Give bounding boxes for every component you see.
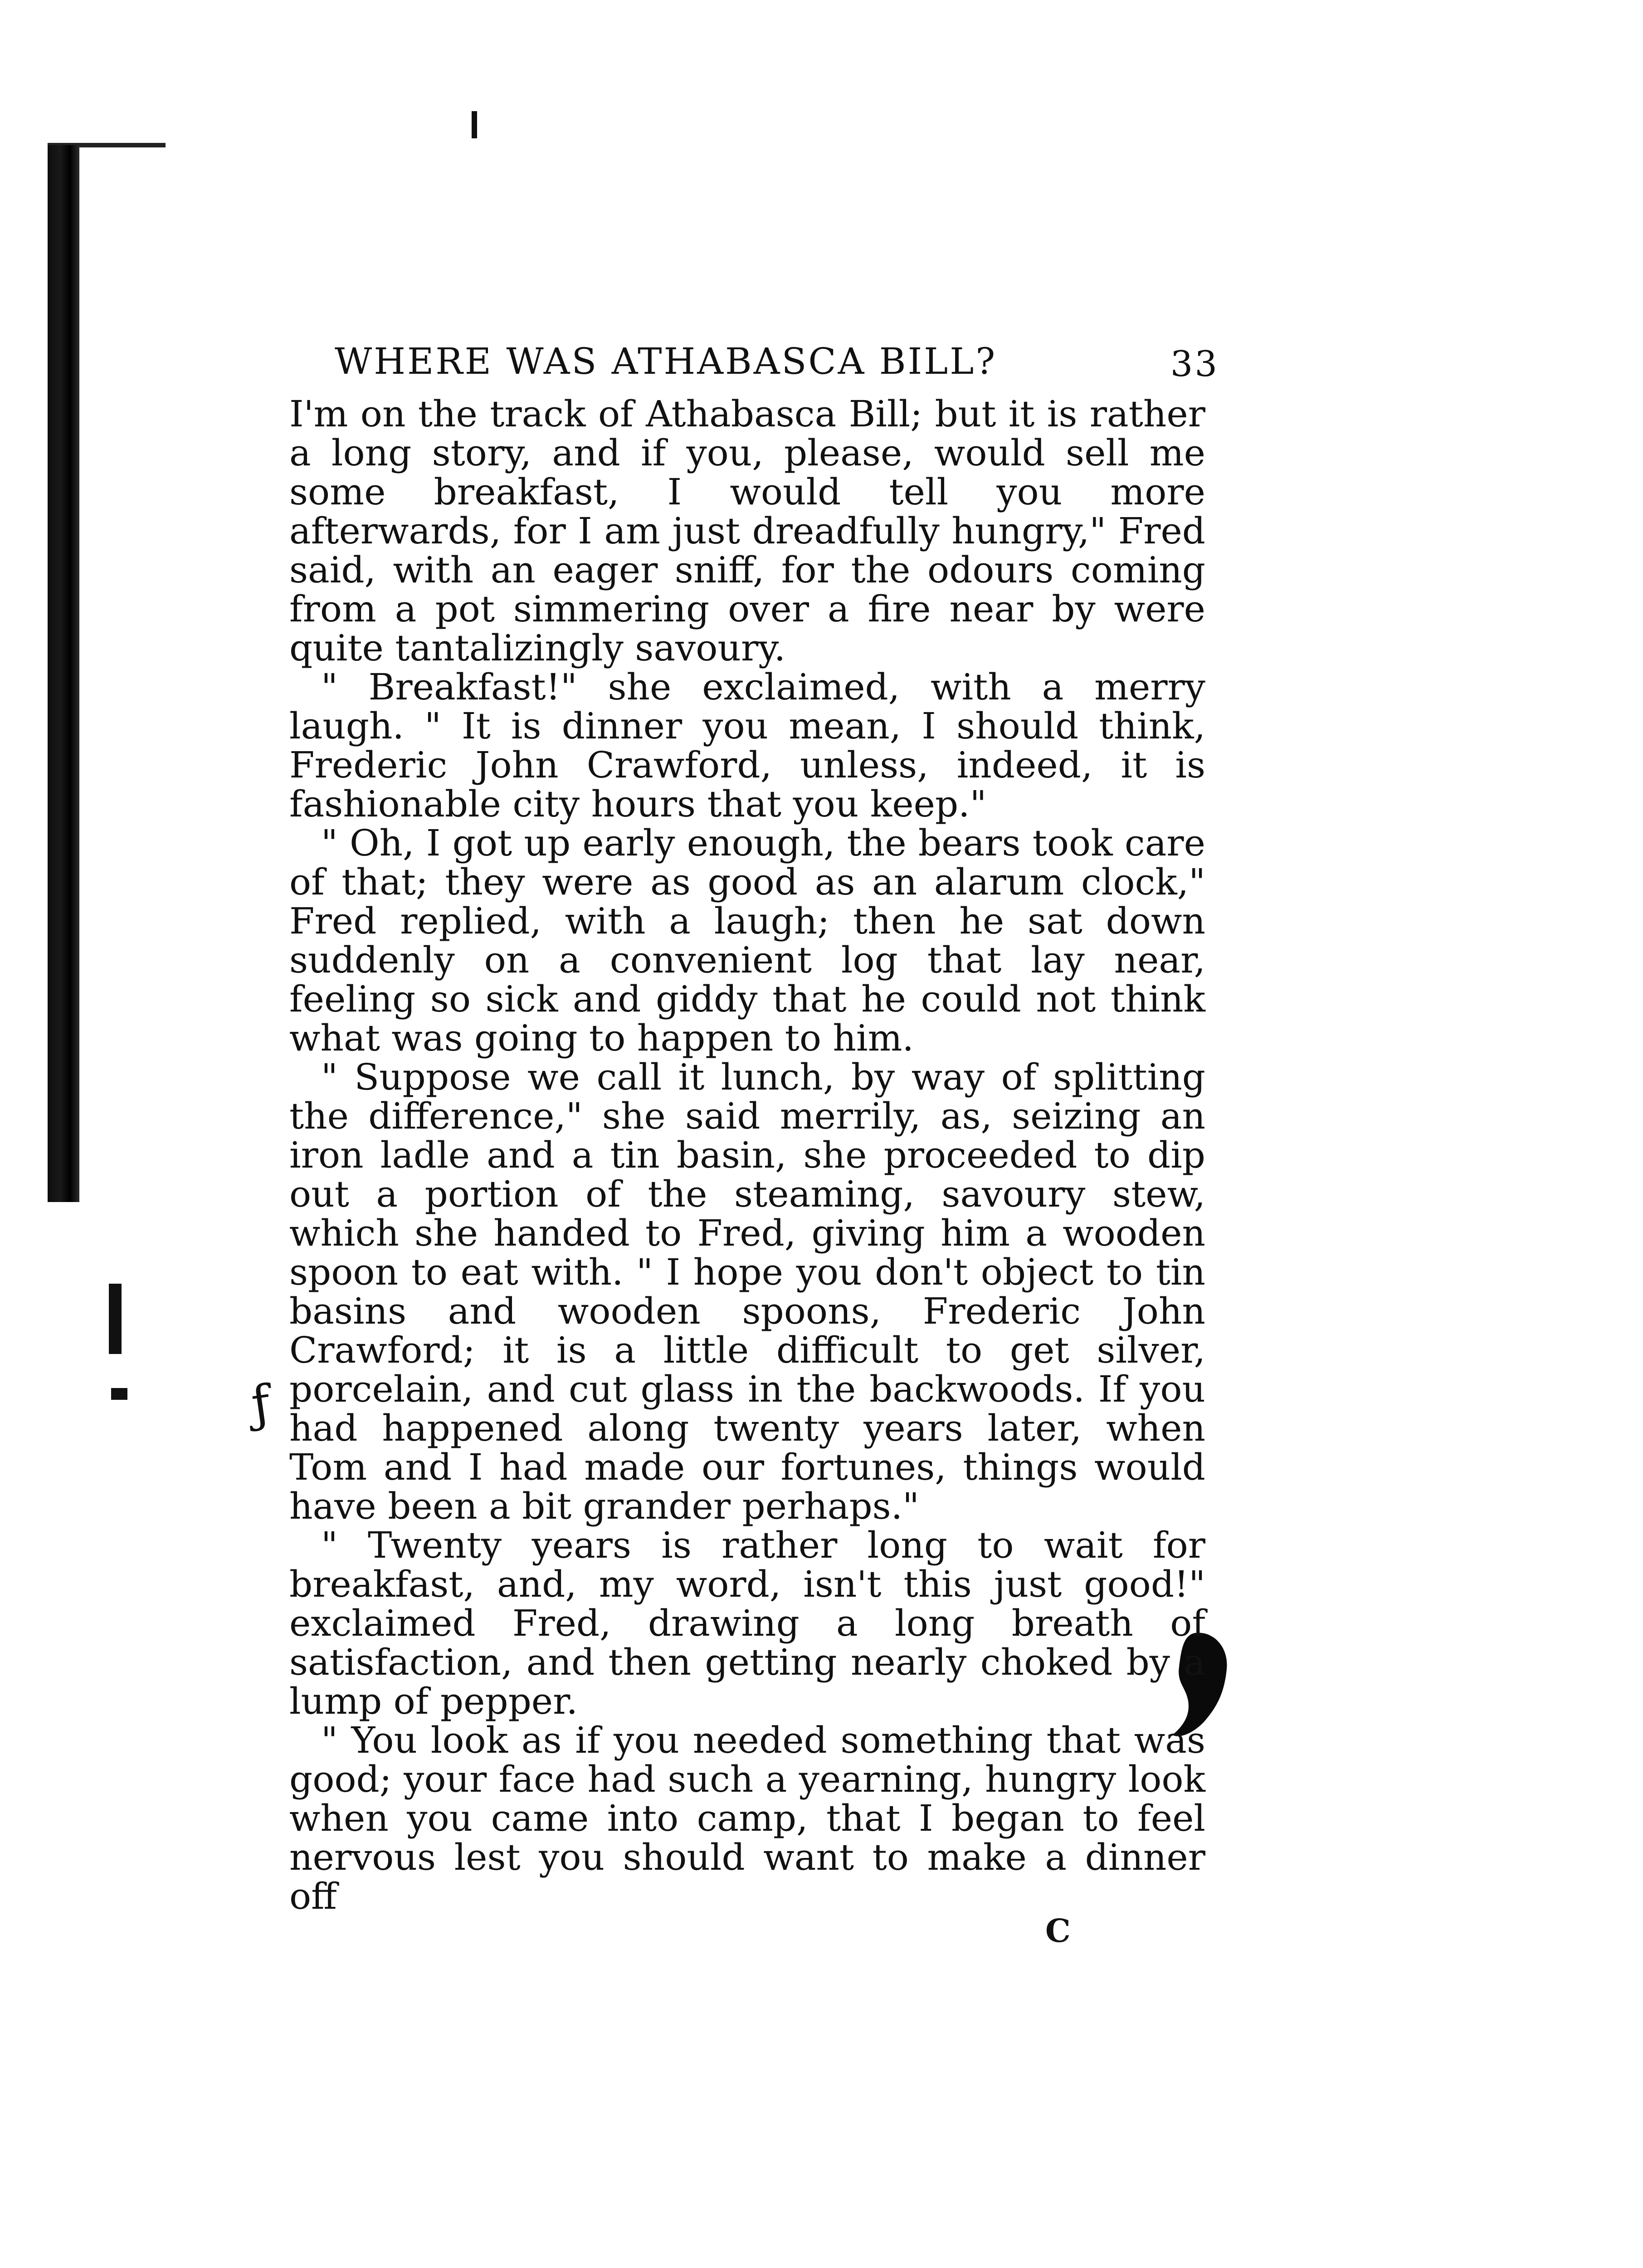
paragraph: " Twenty years is rather long to wait for breakfast, and, my word, isn't this just good!" exclaimed Fred, drawing a long breath of satisfaction, and then getting nearly choked by a lump of pepper. [289,1524,1205,1722]
text-block [289,331,1219,1917]
scan-artifact-mark [472,111,477,138]
body-text [289,395,1205,1916]
paragraph: " Suppose we call it lunch, by way of splitting the difference," she said merrily, as, seizing an iron ladle and a tin basin, she proceeded to dip out a portion of the steaming, savoury stew, which she handed to Fred, giving him a wooden spoon to eat with. " I hope you don't object to tin basins and wooden spoons, Frederic John Crawford; it is a little difficult to get silver, porcelain, and cut glass in the backwoods. If you had happened along twenty years later, when Tom and I had made our fortunes, things would have been a bit grander perhaps." [289,1056,1205,1527]
paragraph: " Breakfast!" she exclaimed, with a merry laugh. " It is dinner you mean, I should think, Frederic John Crawford, unless, indeed, it is fashionable city hours that you keep." [289,666,1205,825]
running-title: WHERE WAS ATHABASCA BILL? [335,340,997,382]
page-number: 33 [1170,344,1219,385]
margin-annotation: ƒ [248,1374,274,1434]
paragraph: " You look as if you needed something that was good; your face had such a yearning, hungry look when you came into camp, that I began to feel nervous lest you should want to make a dinner off [289,1719,1205,1917]
running-header [289,331,1219,395]
paragraph: I'm on the track of Athabasca Bill; but it is rather a long story, and if you, please, would sell me some breakfast, I would tell you more afterwards, for I am just dreadfully hungry," Fred said, with an eager sniff, for the odours coming from a pot simmering over a fire near by were quite tantalizingly savoury. [289,393,1205,669]
paragraph: " Oh, I got up early enough, the bears took care of that; they were as good as an alarum clock," Fred replied, with a laugh; then he sat down suddenly on a convenient log that lay near, feeling so sick and giddy that he could not think what was going to happen to him. [289,822,1205,1059]
signature-mark: C [1045,1912,1071,1950]
scan-artifact-mark [109,1284,122,1354]
scan-edge-shadow [48,145,79,1202]
scan-artifact-mark [111,1388,127,1400]
